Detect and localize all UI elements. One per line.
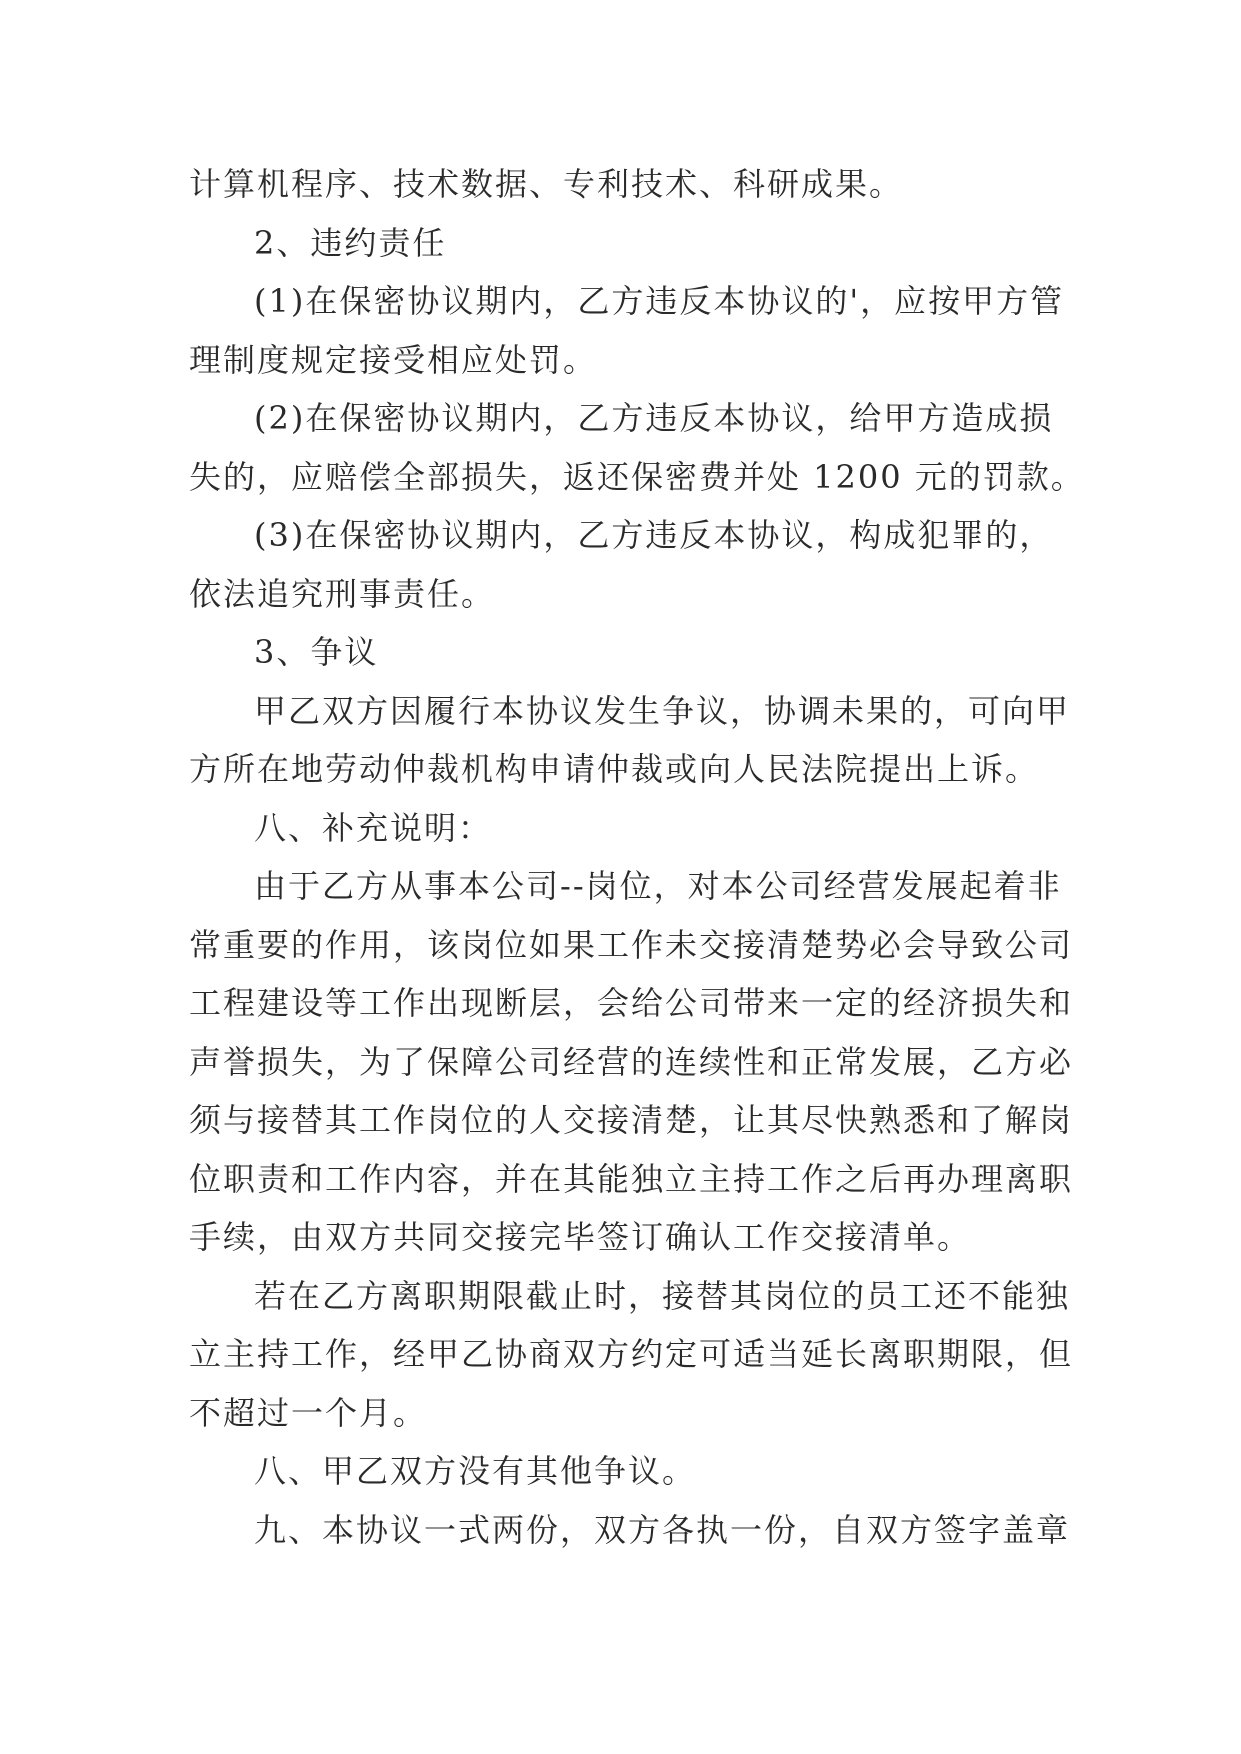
text-line-7: (3)在保密协议期内，乙方违反本协议，构成犯罪的， <box>254 516 1054 554</box>
text-line-9: 3、争议 <box>254 633 379 671</box>
text-line-23: 八、甲乙双方没有其他争议。 <box>254 1452 697 1490</box>
text-line-18: 位职责和工作内容，并在其能独立主持工作之后再办理离职 <box>189 1159 1074 1198</box>
document-body <box>189 155 1085 1559</box>
text-line-11: 方所在地劳动仲裁机构申请仲裁或向人民法院提出上诉。 <box>189 750 1040 788</box>
text-line-14: 常重要的作用，该岗位如果工作未交接清楚势必会导致公司 <box>189 925 1074 964</box>
text-line-17: 须与接替其工作岗位的人交接清楚，让其尽快熟悉和了解岗 <box>189 1101 1074 1139</box>
text-line-2: 2、违约责任 <box>254 223 447 262</box>
text-line-8: 依法追究刑事责任。 <box>189 574 496 613</box>
text-line-22: 不超过一个月。 <box>189 1393 428 1432</box>
text-line-21: 立主持工作，经甲乙协商双方约定可适当延长离职期限，但 <box>189 1335 1074 1373</box>
text-line-20: 若在乙方离职期限截止时，接替其岗位的员工还不能独 <box>254 1276 1071 1315</box>
text-line-13: 由于乙方从事本公司--岗位，对本公司经营发展起着非 <box>254 867 1062 905</box>
text-line-1: 计算机程序、技术数据、专利技术、科研成果。 <box>189 165 904 203</box>
text-line-12: 八、补充说明： <box>254 808 493 847</box>
text-line-19: 手续，由双方共同交接完毕签订确认工作交接清单。 <box>189 1218 972 1256</box>
text-line-10: 甲乙双方因履行本协议发生争议，协调未果的，可向甲 <box>254 691 1071 730</box>
text-line-15: 工程建设等工作出现断层，会给公司带来一定的经济损失和 <box>189 984 1074 1022</box>
text-line-16: 声誉损失，为了保障公司经营的连续性和正常发展，乙方必 <box>189 1042 1074 1081</box>
text-line-6: 失的，应赔偿全部损失，返还保密费并处 1200 元的罚款。 <box>189 457 1085 496</box>
text-line-5: (2)在保密协议期内，乙方违反本协议，给甲方造成损 <box>254 399 1054 437</box>
text-line-3: (1)在保密协议期内，乙方违反本协议的'，应按甲方管 <box>254 282 1065 320</box>
text-line-24: 九、本协议一式两份，双方各执一份，自双方签字盖章 <box>254 1510 1071 1549</box>
text-line-4: 理制度规定接受相应处罚。 <box>189 340 598 379</box>
